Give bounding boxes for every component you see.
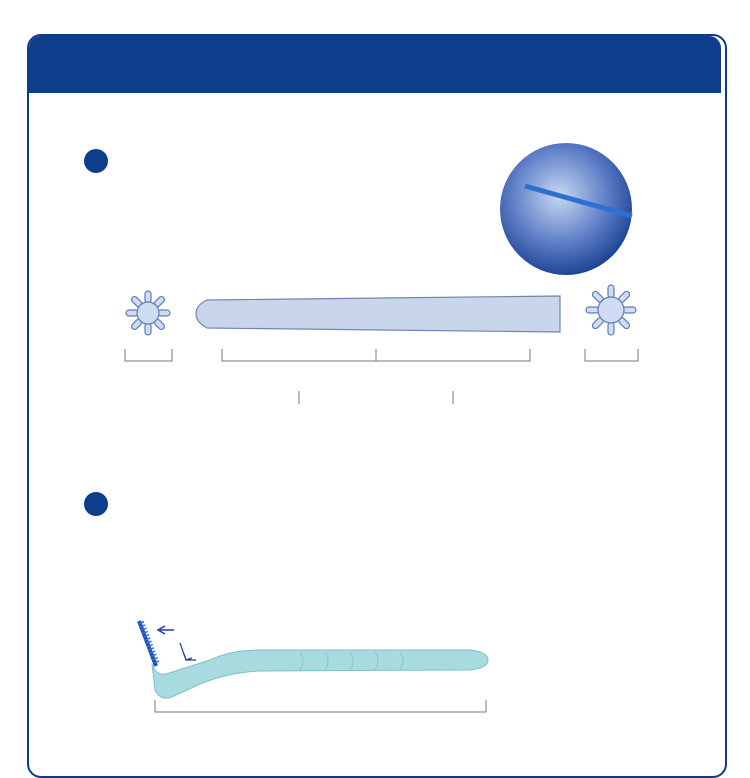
l-shape-brush [139, 621, 488, 712]
